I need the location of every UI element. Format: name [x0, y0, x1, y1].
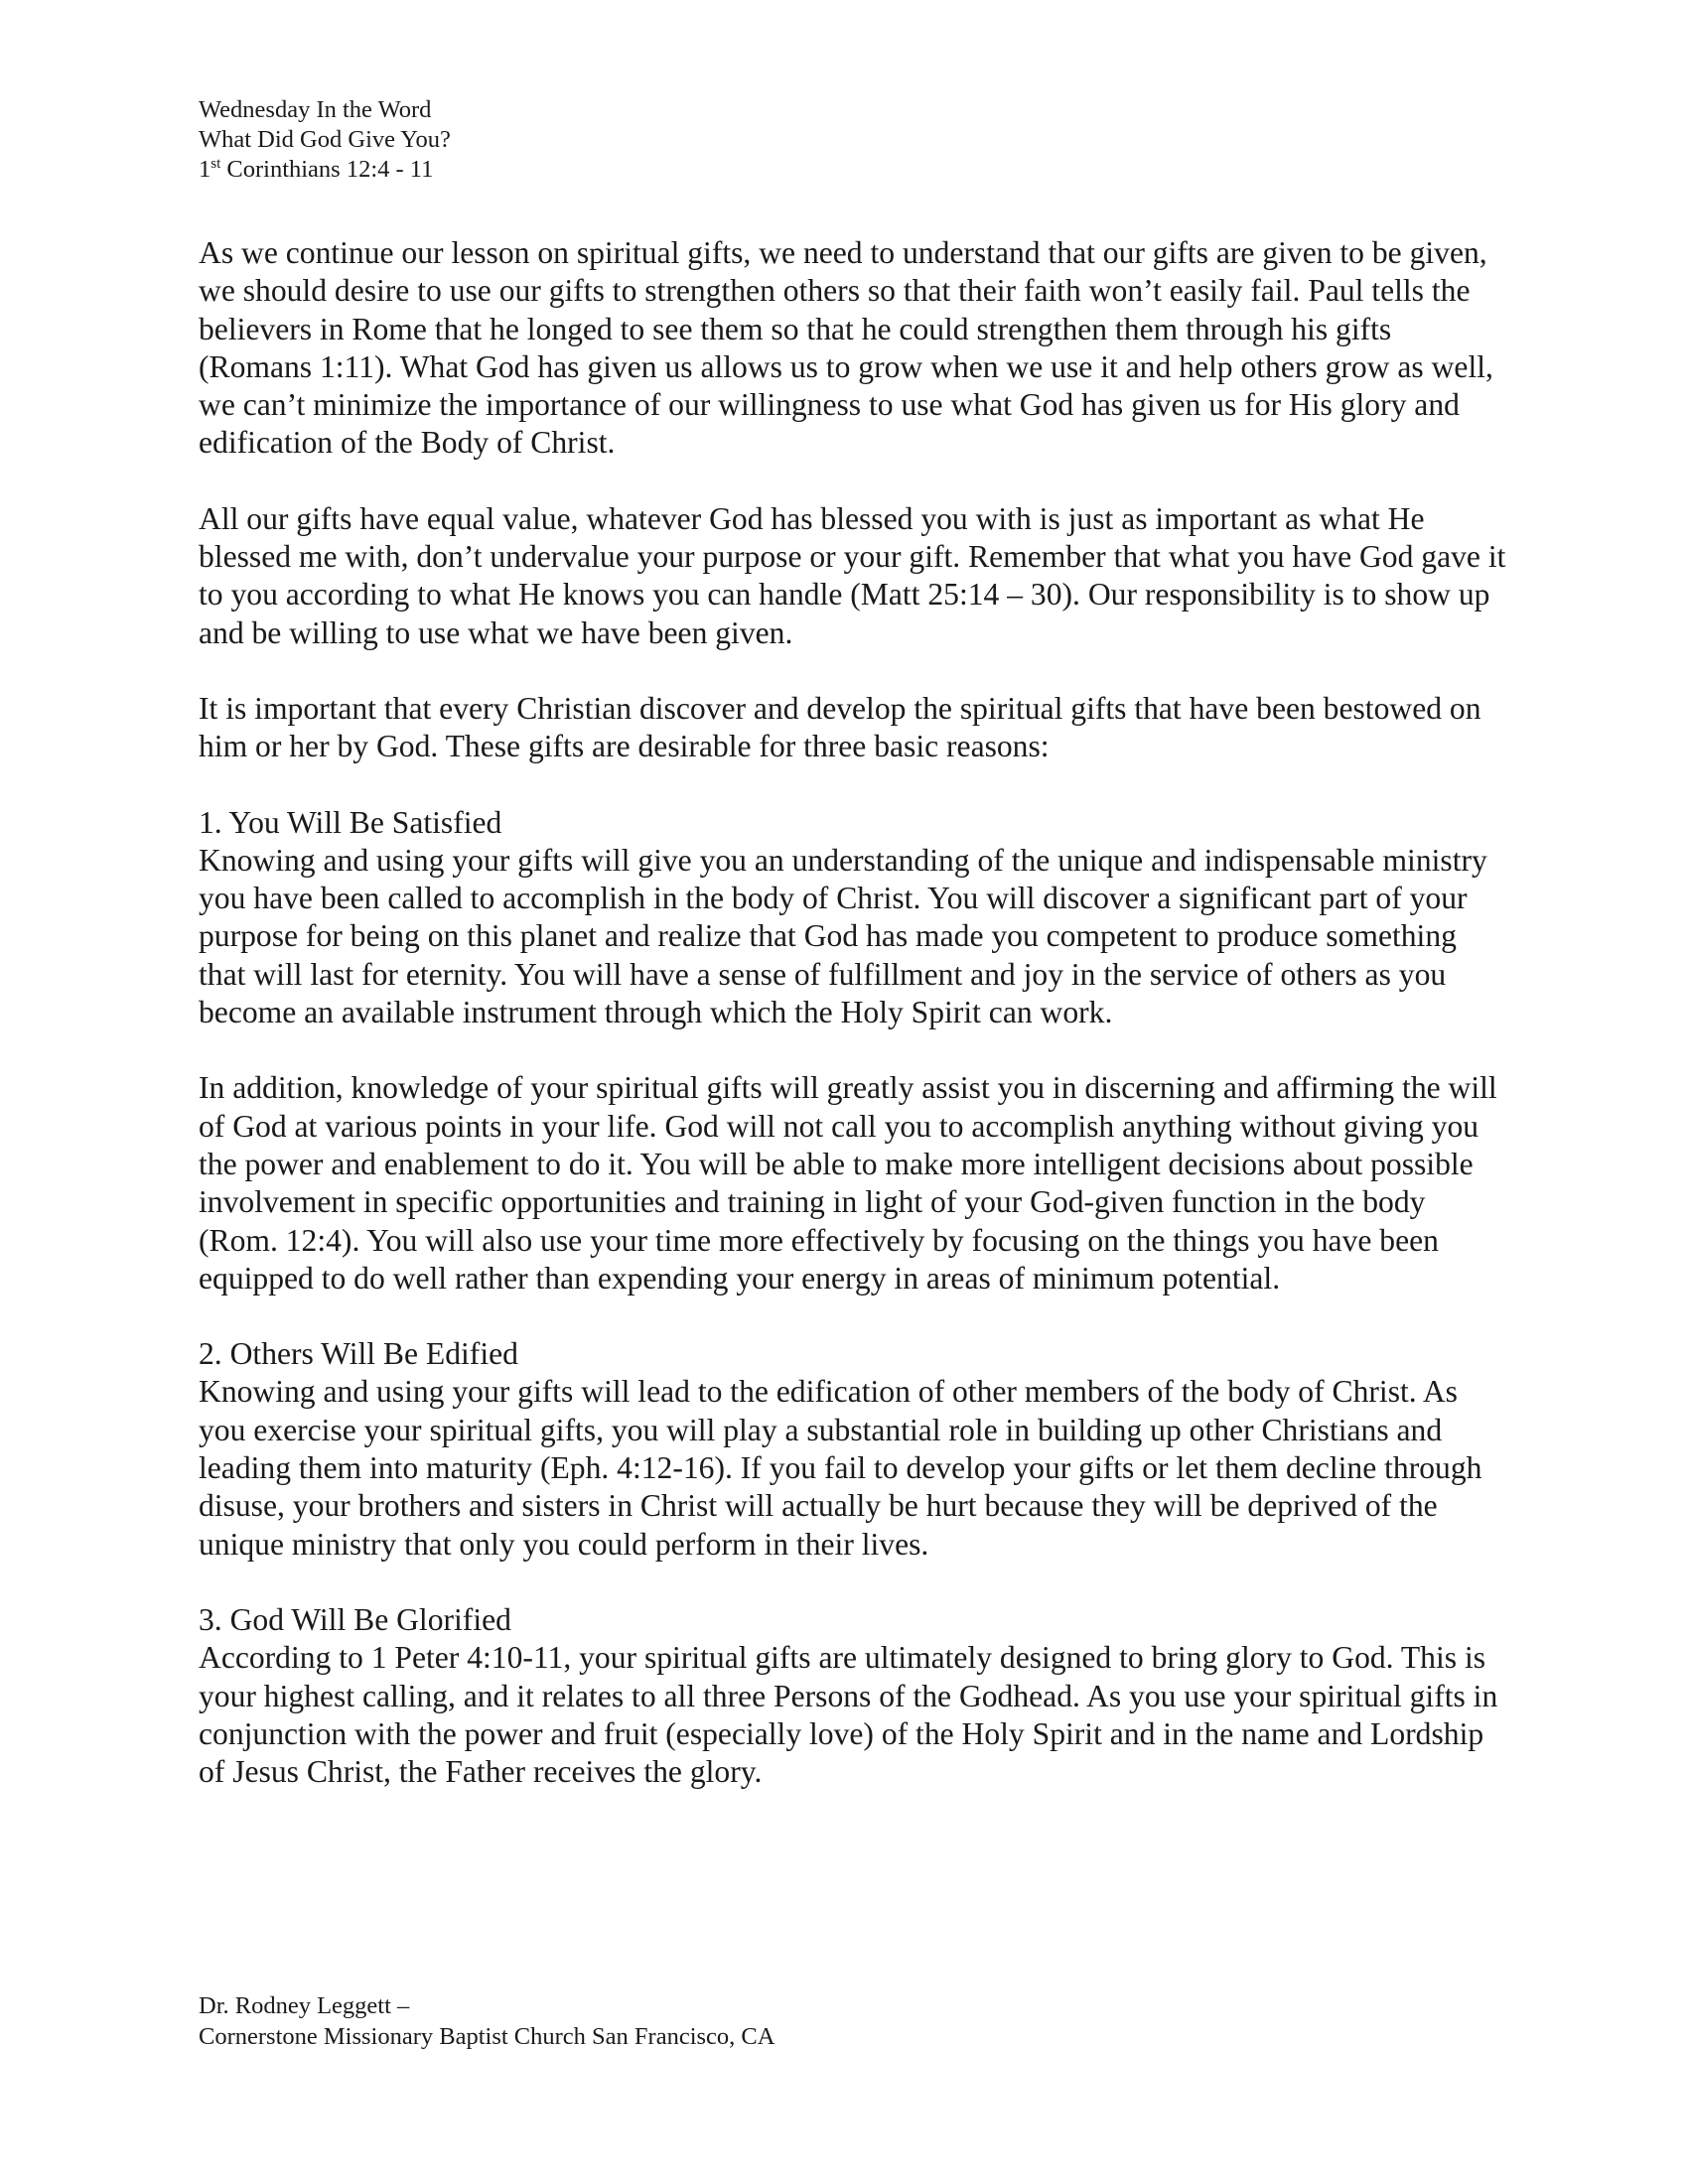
section-body: Knowing and using your gifts will lead to the edification of other members of the body of Christ. As you exercise your spiritual gifts, you will play a substantial role in building up other Christians and leading them into maturity (Eph. 4:12-16). If you fail to develop your gifts or let them decline through disuse, your brothers and sisters in Christ will actually be hurt because they will be deprived of the unique ministry that only you could perform in their lives.	[199, 1374, 1482, 1562]
section-heading: 2. Others Will Be Edified	[199, 1336, 518, 1372]
section-body: Knowing and using your gifts will give you an understanding of the unique and indispensable ministry you have been called to accomplish in the body of Christ. You will discover a significant part of your purpose for being on this planet and realize that God has made you competent to produce something that will last for eternity. You will have a sense of fulfillment and joy in the service of others as you become an available instrument through which the Holy Spirit can work.	[199, 842, 1487, 1030]
document-page	[199, 95, 1509, 1829]
scripture-ordinal-suffix: st	[211, 155, 221, 172]
lesson-title: What Did God Give You?	[199, 126, 451, 153]
section-edified	[199, 1335, 1509, 1564]
section-body: According to 1 Peter 4:10-11, your spiritual gifts are ultimately designed to bring glory to God. This is your highest calling, and it relates to all three Persons of the Godhead. As you use your spiritual gifts in conjunction with the power and fruit (especially love) of the Holy Spirit and in the name and Lordship of Jesus Christ, the Father receives the glory.	[199, 1640, 1498, 1790]
section-satisfied-continued: In addition, knowledge of your spiritual gifts will greatly assist you in discerning and affirming the will of God at various points in your life. God will not call you to accomplish anything without giving you the power and enablement to do it. You will be able to make more intelligent decisions about possible involvement in specific opportunities and training in light of your God-given function in the body (Rom. 12:4). You will also use your time more effectively by focusing on the things you have been equipped to do well rather than expending your energy in areas of minimum potential.	[199, 1070, 1497, 1296]
document-footer	[199, 1990, 774, 2052]
section-glorified	[199, 1601, 1509, 1791]
scripture-book-verse: Corinthians 12:4 - 11	[220, 156, 434, 183]
document-header	[199, 95, 1509, 185]
author-name: Dr. Rodney Leggett –	[199, 1992, 410, 2019]
section-heading: 3. God Will Be Glorified	[199, 1601, 511, 1637]
intro-paragraph-3: It is important that every Christian discover and develop the spiritual gifts that have been bestowed on him or her by God. These gifts are desirable for three basic reasons:	[199, 690, 1481, 764]
section-satisfied	[199, 804, 1509, 1032]
series-name: Wednesday In the Word	[199, 96, 432, 123]
intro-paragraph-2: All our gifts have equal value, whatever God has blessed you with is just as important as what He blessed me with, don’t undervalue your purpose or your gift. Remember that what you have God gave it to you according to what He knows you can handle (Matt 25:14 – 30). Our responsibility is to show up and be willing to use what we have been given.	[199, 500, 1506, 650]
section-heading: 1. You Will Be Satisfied	[199, 804, 502, 840]
church-name: Cornerstone Missionary Baptist Church San Francisco, CA	[199, 2023, 775, 2050]
scripture-reference	[199, 155, 1509, 185]
intro-paragraph-1: As we continue our lesson on spiritual gifts, we need to understand that our gifts are given to be given, we should desire to use our gifts to strengthen others so that their faith won’t easily fail. Paul tells the believers in Rome that he longed to see them so that he could strengthen them through his gifts (Romans 1:11). What God has given us allows us to grow when we use it and help others grow as well, we can’t minimize the importance of our willingness to use what God has given us for His glory and edification of the Body of Christ.	[199, 235, 1493, 461]
scripture-ordinal: 1	[199, 156, 211, 183]
